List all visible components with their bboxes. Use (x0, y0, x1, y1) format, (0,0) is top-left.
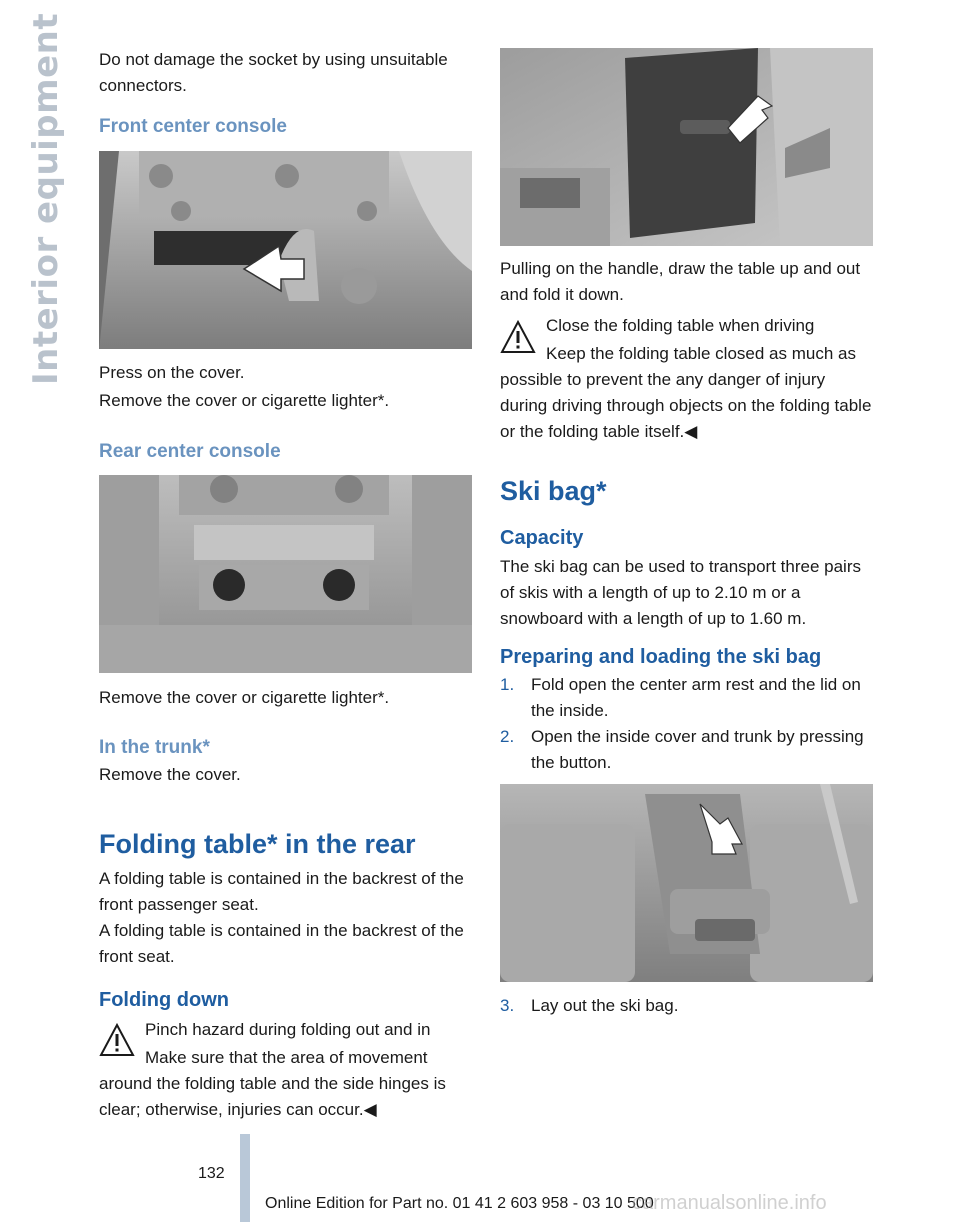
folding-table-image (500, 48, 873, 246)
capacity-text: The ski bag can be used to transport three pairs of skis with a length of up to 2.10 m or a snowboard with a length of up to 1.60 m. (500, 557, 861, 628)
folding-down-heading: Folding down (99, 989, 229, 1011)
preparing-loading-heading: Preparing and loading the ski bag (500, 646, 822, 668)
trunk-text: Remove the cover. (99, 765, 241, 784)
folding-table-heading: Folding table* in the rear (99, 829, 416, 859)
folding-table-text-1: A folding table is contained in the backrest of the front passenger seat. (99, 869, 464, 914)
edition-footer: Online Edition for Part no. 01 41 2 603 958 - 03 10 500 (265, 1195, 654, 1212)
list-item (500, 724, 873, 776)
capacity-heading: Capacity (500, 527, 584, 549)
rear-center-console-image (99, 475, 472, 673)
front-console-step-1: Press on the cover. (99, 363, 245, 382)
close-table-warning-text: Keep the folding table closed as much as possible to prevent the any danger of injury during driving through objects on the folding table or the folding table itself.◀ (500, 344, 872, 441)
step-text: Fold open the center arm rest and the lid on the inside. (531, 675, 861, 720)
watermark: carmanualsonline.info (632, 1192, 827, 1214)
front-console-step-2: Remove the cover or cigarette lighter*. (99, 391, 390, 410)
rear-console-step: Remove the cover or cigarette lighter*. (99, 688, 390, 707)
ski-bag-image (500, 784, 873, 982)
list-item (500, 993, 873, 1019)
in-the-trunk-heading: In the trunk* (99, 737, 210, 758)
step-text: Open the inside cover and trunk by pressing the button. (531, 727, 864, 772)
footer-bar (240, 1134, 250, 1222)
ski-bag-heading: Ski bag* (500, 476, 607, 506)
close-table-warning-title: Close the folding table when driving (546, 316, 815, 335)
front-center-console-heading: Front center console (99, 116, 287, 137)
list-item (500, 672, 873, 724)
folding-table-text-2: A folding table is contained in the backrest of the front seat. (99, 921, 464, 966)
pinch-hazard-warning-title: Pinch hazard during folding out and in (145, 1020, 431, 1039)
intro-text: Do not damage the socket by using unsuitable connectors. (99, 50, 448, 95)
pinch-hazard-warning-text: Make sure that the area of movement around the folding table and the side hinges is clear; otherwise, injuries can occur.◀ (99, 1048, 446, 1119)
step-number: 1. (500, 675, 515, 694)
rear-center-console-heading: Rear center console (99, 441, 281, 462)
side-tab (22, 12, 66, 400)
step-number: 2. (500, 727, 515, 746)
step-text: Lay out the ski bag. (531, 996, 679, 1015)
side-tab-label: Interior equipment (26, 12, 66, 385)
folding-table-instruction: Pulling on the handle, draw the table up and out and fold it down. (500, 259, 861, 304)
step-number: 3. (500, 996, 515, 1015)
front-center-console-image (99, 151, 472, 349)
page-number: 132 (198, 1165, 225, 1182)
